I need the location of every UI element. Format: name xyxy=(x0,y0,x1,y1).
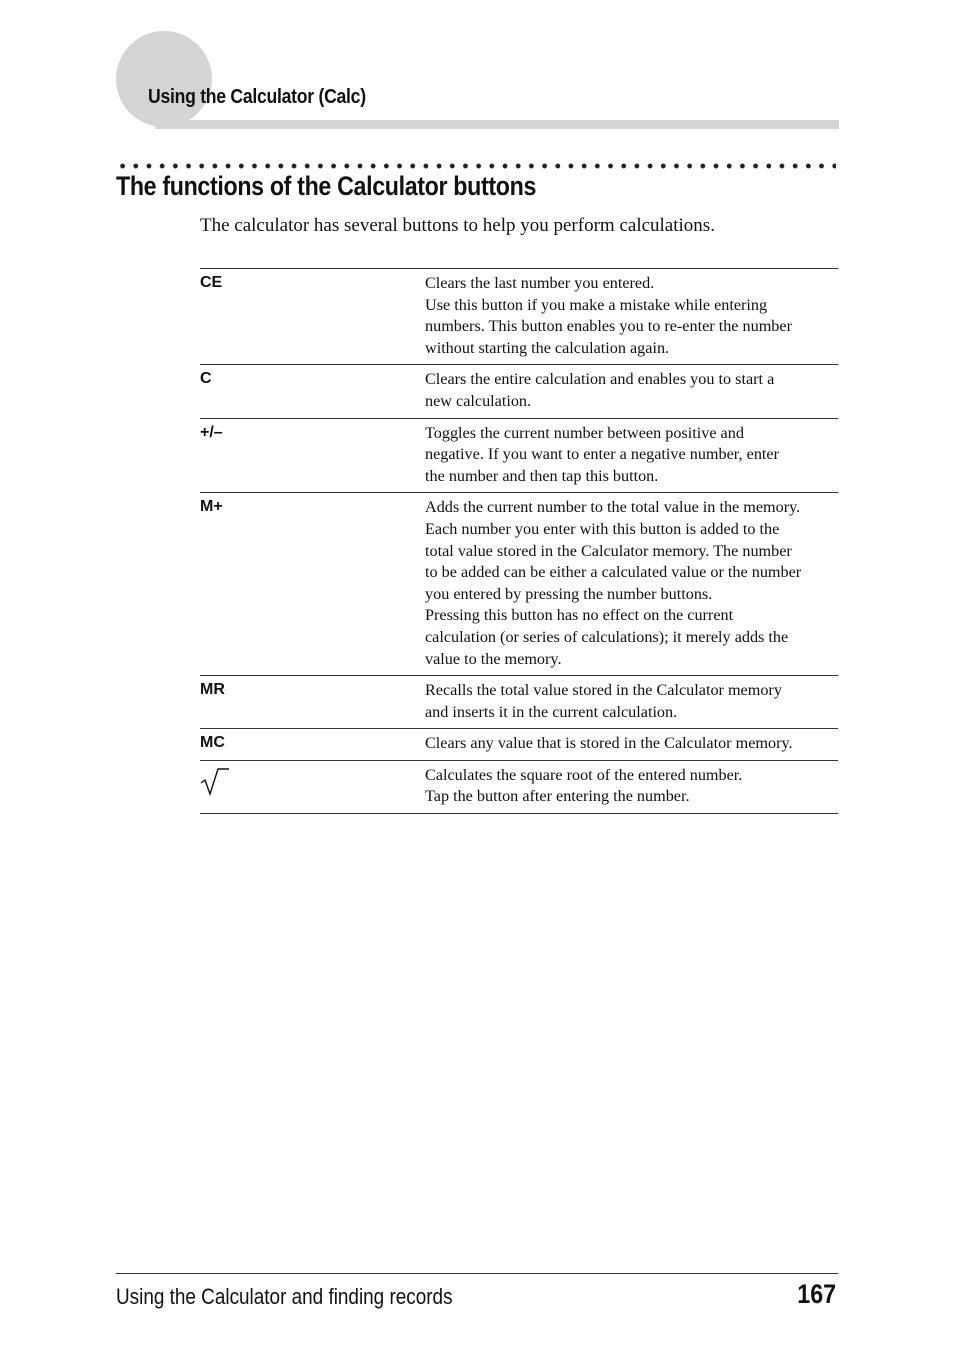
description-line: Toggles the current number between positive and xyxy=(425,423,744,442)
description-line: negative. If you want to enter a negative number, enter xyxy=(425,445,779,464)
button-description xyxy=(425,418,838,493)
button-key-plus-minus: +/– xyxy=(200,418,425,493)
button-key-ce: CE xyxy=(200,269,425,365)
button-description xyxy=(425,760,838,813)
description-line: Clears the last number you entered. xyxy=(425,274,655,292)
footer-divider xyxy=(116,1273,838,1274)
page-number: 167 xyxy=(797,1279,836,1309)
description-line: Use this button if you make a mistake while entering xyxy=(425,295,768,314)
intro-paragraph: The calculator has several buttons to help you perform calculations. xyxy=(200,215,715,236)
description-line: and inserts it in the current calculation. xyxy=(425,702,678,721)
description-line: Adds the current number to the total value in the memory. xyxy=(425,498,801,517)
description-line: Each number you enter with this button is added to the xyxy=(425,519,780,538)
description-line: Clears any value that is stored in the Calculator memory. xyxy=(425,734,793,753)
button-key-c: C xyxy=(200,365,425,418)
section-heading: The functions of the Calculator buttons xyxy=(116,171,537,201)
button-description xyxy=(425,493,838,676)
square-root-icon xyxy=(200,767,230,797)
calculator-buttons-table xyxy=(200,268,838,814)
description-line: Tap the button after entering the number. xyxy=(425,787,690,806)
table-row xyxy=(200,676,838,729)
button-description xyxy=(425,729,838,761)
header-bar-decoration xyxy=(155,120,839,129)
button-key-mr: MR xyxy=(200,676,425,729)
button-key-square-root xyxy=(200,760,425,813)
description-line: value to the memory. xyxy=(425,649,562,668)
description-line: without starting the calculation again. xyxy=(425,338,670,357)
button-description xyxy=(425,365,838,418)
button-key-mc: MC xyxy=(200,729,425,761)
description-line: Pressing this button has no effect on the current xyxy=(425,606,734,625)
table-row xyxy=(200,365,838,418)
description-line: numbers. This button enables you to re-enter the number xyxy=(425,317,792,336)
running-header-title: Using the Calculator (Calc) xyxy=(148,86,366,108)
table-row xyxy=(200,269,838,365)
description-line: to be added can be either a calculated value or the number xyxy=(425,563,802,582)
description-line: Recalls the total value stored in the Calculator memory xyxy=(425,681,782,700)
footer-chapter-title: Using the Calculator and finding records xyxy=(116,1284,453,1309)
table-row xyxy=(200,418,838,493)
button-description xyxy=(425,269,838,365)
description-line: total value stored in the Calculator memory. The number xyxy=(425,541,792,560)
description-line: Clears the entire calculation and enables you to start a xyxy=(425,370,775,389)
table-row xyxy=(200,729,838,761)
table-row xyxy=(200,760,838,813)
button-key-m-plus: M+ xyxy=(200,493,425,676)
button-description xyxy=(425,676,838,729)
description-line: Calculates the square root of the entered number. xyxy=(425,765,743,784)
table-row xyxy=(200,493,838,676)
description-line: the number and then tap this button. xyxy=(425,466,659,485)
description-line: calculation (or series of calculations); it merely adds the xyxy=(425,627,789,646)
header-circle-decoration xyxy=(116,31,212,127)
dotted-divider xyxy=(116,163,836,169)
description-line: you entered by pressing the number buttons. xyxy=(425,584,713,603)
description-line: new calculation. xyxy=(425,391,532,410)
